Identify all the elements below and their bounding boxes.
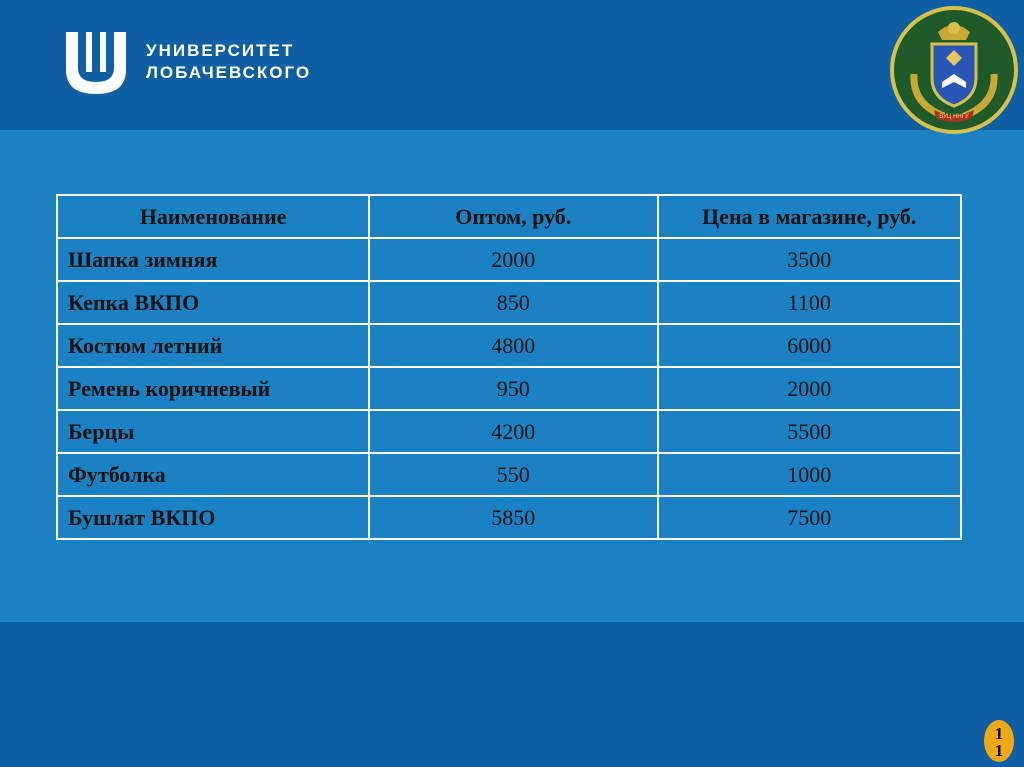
retail-price: 7500 [658,496,962,539]
table-row [57,367,961,410]
wholesale-price: 950 [369,367,657,410]
retail-price: 2000 [658,367,962,410]
page-number-badge [984,720,1014,762]
university-logo-icon [64,28,128,96]
emblem-ribbon-text: ВУЦ ННГУ [939,114,969,120]
table-row [57,410,961,453]
university-name [146,40,311,84]
retail-price: 5500 [658,410,962,453]
table-row [57,496,961,539]
table-header-row [57,195,961,238]
wholesale-price: 5850 [369,496,657,539]
retail-price: 1100 [658,281,962,324]
wholesale-price: 2000 [369,238,657,281]
table-row [57,324,961,367]
retail-price: 3500 [658,238,962,281]
item-name: Бушлат ВКПО [57,496,369,539]
item-name: Берцы [57,410,369,453]
header-wholesale: Оптом, руб. [369,195,657,238]
price-table [56,194,962,540]
item-name: Футболка [57,453,369,496]
wholesale-price: 850 [369,281,657,324]
item-name: Ремень коричневый [57,367,369,410]
retail-price: 1000 [658,453,962,496]
university-name-line1: УНИВЕРСИТЕТ [146,41,295,60]
header-name: Наименование [57,195,369,238]
page-number: 11 [994,724,1004,760]
university-name-line2: ЛОБАЧЕВСКОГО [146,63,312,82]
wholesale-price: 550 [369,453,657,496]
item-name: Костюм летний [57,324,369,367]
footer-band [0,622,1024,767]
military-academy-emblem-icon [888,4,1020,136]
header-retail: Цена в магазине, руб. [658,195,962,238]
item-name: Кепка ВКПО [57,281,369,324]
table-row [57,238,961,281]
wholesale-price: 4800 [369,324,657,367]
item-name: Шапка зимняя [57,238,369,281]
retail-price: 6000 [658,324,962,367]
table-row [57,453,961,496]
table-row [57,281,961,324]
wholesale-price: 4200 [369,410,657,453]
